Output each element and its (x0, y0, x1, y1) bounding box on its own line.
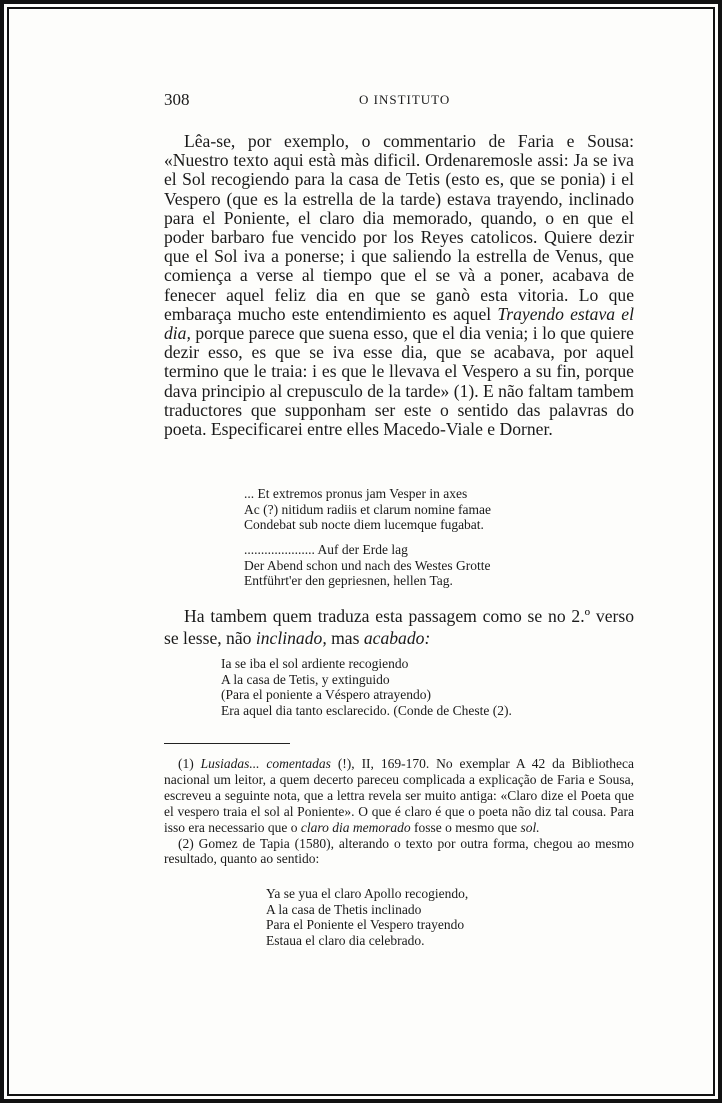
main-text (164, 132, 634, 439)
verse-line: Era aquel dia tanto esclarecido. (Conde de Cheste (2). (221, 702, 512, 718)
verse-gomez (266, 886, 468, 948)
paragraph-commentary (164, 132, 634, 439)
paragraph-italic-quote: Trayendo estava el dia, (164, 303, 634, 344)
verse-line: ... Et extremos pronus jam Vesper in axes (244, 486, 468, 501)
footnotes (164, 756, 634, 867)
italic-word-acabado: acabado: (363, 628, 431, 648)
footnote-2: (2) Gomez de Tapia (1580), alterando o texto por outra forma, chegou ao mesmo resultado, quanto ao sentido: (164, 835, 634, 867)
verse-line: A la casa de Tetis, y extinguido (221, 671, 390, 687)
verse-line: Der Abend schon und nach des Westes Grotte (244, 557, 491, 573)
paragraph-text: Ha tambem quem traduza esta passagem como se no 2.º verso se lesse, não (164, 606, 634, 648)
running-title: O INSTITUTO (359, 92, 451, 107)
verse-german (244, 542, 490, 589)
paragraph-text: mas (326, 628, 364, 648)
footnote-italic: claro dia memorado (300, 819, 411, 835)
footnote-text: (!), II, 169-170. No exemplar A 42 da Bibliotheca nacional um leitor, a quem decerto pareceu complicada a explicação de Faria e Sousa, escreveu a seguinte nota, que a lettra revela ser muito antiga: «Claro dize el Poeta que el vespero traia el sol al Poniente». O que é claro é que o poeta não diz tal cousa. Para isso era necessario que o (164, 756, 634, 835)
italic-word-inclinado: inclinado, (255, 628, 327, 648)
footnote-italic: sol. (520, 819, 540, 835)
paragraph-text-continued: porque parece que suena esso, que el dia venia; i lo que quiere dezir esso, es que se iva esse dia, que se acabava, por aquel termino que le traia: i es que le llevava el Vespero a su fin, porque dava principio al crepusculo de la tarde» (1). E não faltam tambem traductores que supponham ser este o sentido das palavras do poeta. Especificarei entre elles Macedo-Viale e Dorner. (164, 323, 634, 440)
footnote-divider (164, 743, 290, 744)
verse-line: Ya se yua el claro Apollo recogiendo, (266, 886, 469, 901)
verse-line: Entführt'er den gepriesnen, hellen Tag. (244, 573, 453, 589)
verse-line: Ac (?) nitidum radiis et clarum nomine famae (244, 501, 492, 517)
verse-line: Condebat sub nocte diem lucemque fugabat. (244, 517, 484, 533)
paragraph-text: Lêa-se, por exemplo, o commentario de Faria e Sousa: «Nuestro texto aqui està màs dificil. Ordenaremosle assi: Ja se iva el Sol recogiendo para la casa de Tetis (esto es, que se ponia) i el Vespero (que es la estrella de la tarde) estava trayendo, inclinado para el Poniente, el claro dia memorado, quando, o en que el poder barbaro fue vencido por los Reyes catolicos. Quiere dezir que el Sol iva a ponerse; i que saliendo la estrella de Venus, que comiença a verse al tiempo que el se và a poner, acabava de fenecer aquel feliz dia en que se ganò esta vitoria. Lo que embaraça mucho este entendimiento es aquel (164, 131, 634, 324)
footnote-text: fosse o mesmo que (410, 819, 521, 835)
verse-line: Para el Poniente el Vespero trayendo (266, 917, 465, 933)
verse-line: (Para el poniente a Véspero atrayendo) (221, 687, 432, 703)
verse-line: A la casa de Thetis inclinado (266, 901, 422, 917)
verse-line: ..................... Auf der Erde lag (244, 542, 408, 557)
page-number: 308 (164, 90, 190, 109)
verse-line: Ia se iba el sol ardiente recogiendo (221, 656, 409, 671)
verse-line: Estaua el claro dia celebrado. (266, 932, 425, 948)
verse-latin (244, 486, 491, 533)
footnote-1 (164, 756, 634, 836)
page-header (164, 90, 634, 114)
verse-spanish (221, 656, 512, 718)
paragraph-translations (164, 605, 634, 649)
footnote-marker: (1) (178, 756, 201, 771)
footnote-italic: Lusiadas... comentadas (200, 756, 331, 771)
